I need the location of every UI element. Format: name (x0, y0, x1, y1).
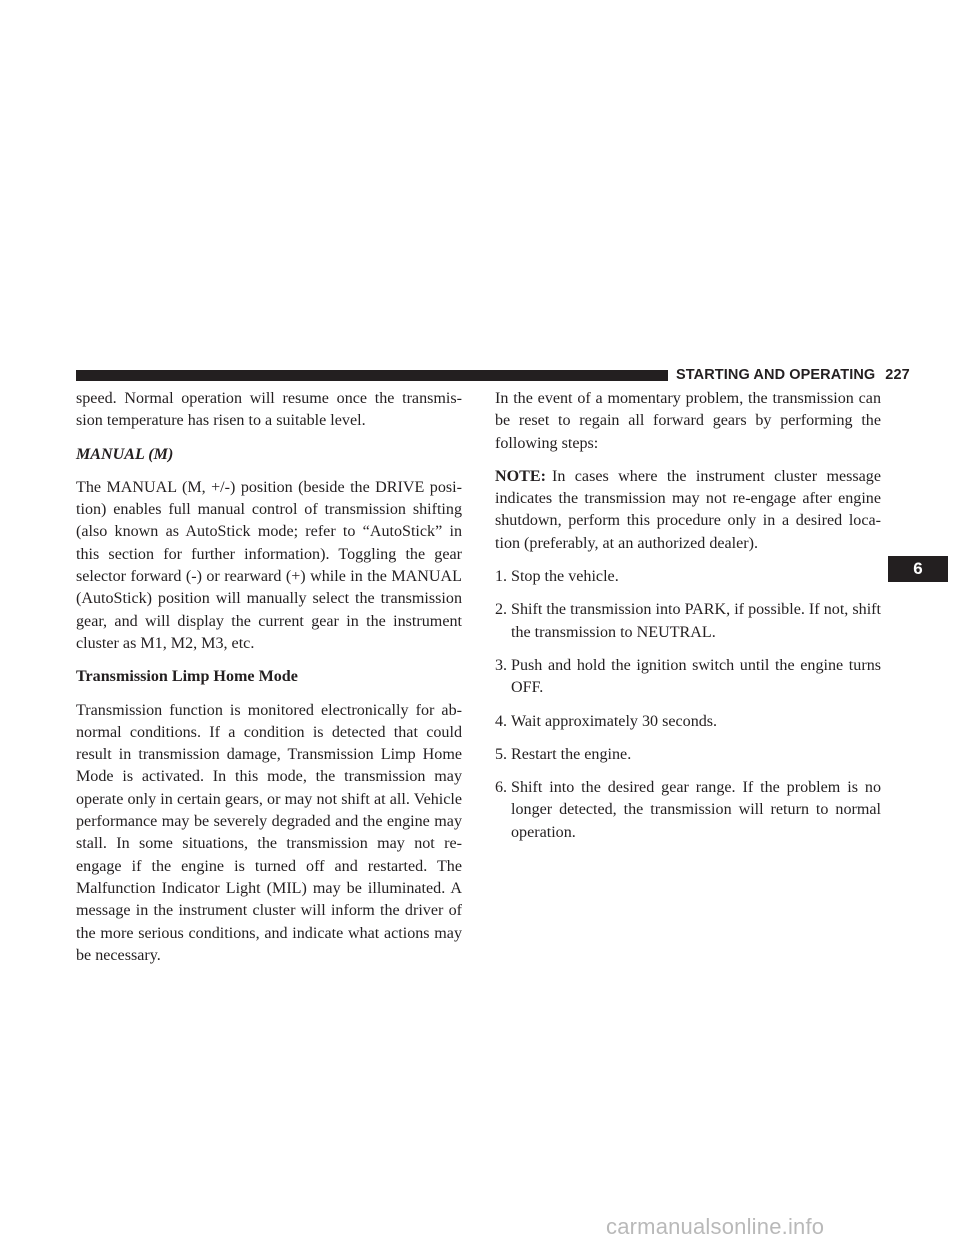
chapter-tab: 6 (888, 556, 948, 582)
note-text: In cases where the instrument cluster message indicates the transmission may not re-engage after engine shutdown, perform this procedure only in a desired loca- tion (preferably, at an authorized dealer). (495, 467, 881, 552)
running-header (676, 366, 910, 384)
paragraph-speed: speed. Normal operation will resume once the transmis- sion temperature has risen to a suitable level. (76, 390, 462, 430)
watermark: carmanualsonline.info (606, 1214, 825, 1239)
paragraph-limp-home: Transmission function is monitored electronically for ab- normal conditions. If a condition is detected that could result in transmission damage, Transmission Limp Home Mode is activated. In this mode, the transmission may operate only in certain gears, or may not shift at all. Vehicle performance may be severely degraded and the engine may stall. In some situations, the transmission may not re-engage if the engine is turned off and restarted. The Malfunction Indicator Light (MIL) may be illuminated. A message in the instrument cluster will inform the driver of the more serious conditions, and indicate what actions may be necessary. (76, 701, 462, 964)
header-rule (76, 370, 668, 381)
section-title: STARTING AND OPERATING (676, 367, 876, 383)
note-label: NOTE: (495, 467, 546, 485)
step-text: Wait approximately 30 seconds. (511, 712, 718, 730)
step-text: Push and hold the ignition switch until the engine turns OFF. (511, 656, 881, 697)
step-number: 4. (495, 712, 508, 730)
heading-limp-home: Transmission Limp Home Mode (76, 668, 298, 686)
paragraph-reset: In the event of a momentary problem, the transmission can be reset to regain all forward gears by performing the following steps: (495, 390, 881, 452)
step-item (495, 777, 881, 844)
note (495, 466, 881, 555)
right-column (495, 388, 881, 855)
step-number: 5. (495, 745, 508, 763)
step-item (495, 711, 881, 733)
step-text: Shift the transmission into PARK, if possible. If not, shift the transmission to NEUTRAL. (511, 601, 881, 641)
step-number: 6. (495, 779, 508, 797)
step-text: Stop the vehicle. (511, 568, 619, 586)
left-column (76, 388, 462, 978)
step-number: 2. (495, 601, 508, 619)
paragraph-manual: The MANUAL (M, +/-) position (beside the DRIVE posi- tion) enables full manual control of transmission shifting (also known as AutoStick mode; refer to “AutoStick” in this section for further information). Toggling the gear selector forward (-) or rearward (+) while in the MANUAL (AutoStick) position will manually select the transmission gear, and will display the current gear in the instrument cluster as M1, M2, M3, etc. (76, 478, 462, 652)
step-item (495, 566, 881, 588)
step-item (495, 599, 881, 644)
step-text: Restart the engine. (511, 745, 632, 763)
step-number: 1. (495, 568, 508, 586)
step-item (495, 744, 881, 766)
step-item (495, 655, 881, 700)
step-text: Shift into the desired gear range. If the problem is no longer detected, the transmission will return to normal operation. (511, 779, 881, 841)
step-number: 3. (495, 656, 508, 674)
heading-manual: MANUAL (M) (76, 445, 174, 463)
reset-steps-list (495, 566, 881, 844)
page-number: 227 (885, 367, 910, 383)
